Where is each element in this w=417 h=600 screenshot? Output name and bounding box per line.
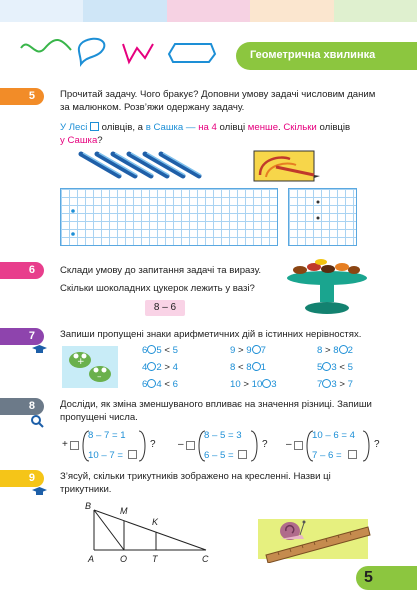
graduation-cap-icon (32, 487, 47, 497)
answer-box[interactable] (186, 441, 195, 450)
frogs-image (62, 346, 118, 388)
pencil-box-image (250, 145, 320, 185)
eq-group-3 (286, 428, 406, 464)
point-label: T (152, 554, 158, 564)
geometric-doodles (15, 34, 225, 70)
eq-group-1 (62, 428, 172, 464)
page-number: 5 (364, 569, 373, 586)
equation: 10 – 7 = (88, 450, 123, 461)
point-label: B (85, 501, 92, 511)
sign-slot[interactable] (147, 362, 156, 371)
problem-part: . (278, 122, 281, 133)
graduation-cap-icon (32, 345, 47, 355)
answer-box[interactable] (90, 122, 99, 131)
ineq-row: 8 < 8 1 (230, 362, 266, 373)
sign-slot[interactable] (322, 362, 331, 371)
point-label: O (120, 554, 128, 564)
ineq-col-3 (317, 345, 353, 391)
eq-group-2 (178, 428, 288, 464)
candy-vase-image (282, 258, 372, 318)
top-color-strip (0, 0, 417, 22)
sign-slot[interactable] (147, 379, 156, 388)
svg-text:+: + (77, 357, 85, 367)
task-6-expression: 8 – 6 (153, 302, 177, 313)
equation: 8 – 7 = 1 (88, 430, 126, 441)
ineq-row: 5 3 < 5 (317, 362, 353, 373)
problem-part: менше (247, 122, 279, 133)
minus-sign: – (286, 439, 292, 450)
equation: 8 – 5 = 3 (204, 430, 242, 441)
answer-box[interactable] (348, 450, 357, 459)
task-6-number: 6 (0, 262, 44, 279)
task-7-number: 7 (0, 328, 44, 345)
ineq-row: 8 > 8 2 (317, 345, 353, 356)
answer-box[interactable] (238, 450, 247, 459)
answer-box[interactable] (128, 450, 137, 459)
problem-part: у Сашка (60, 135, 98, 146)
problem-part: олівців, а (101, 122, 144, 133)
plus-sign: + (62, 439, 68, 450)
problem-part: ? (97, 135, 103, 146)
point-label: A (88, 554, 95, 564)
ineq-col-1 (142, 345, 178, 391)
task-6-expression-box (145, 300, 185, 316)
problem-part: У Лесі (60, 122, 88, 133)
pencils-image (75, 148, 215, 182)
snail-ruler-image (258, 505, 378, 563)
question-mark: ? (374, 439, 380, 450)
ineq-row: 10 > 10 3 (230, 379, 277, 390)
problem-part: в Сашка — (145, 122, 196, 133)
bracket-arrow (362, 428, 372, 464)
equation: 7 – 6 = (312, 450, 342, 461)
task-9-text: З’ясуй, скільки трикутників зображено на кресленні. Назви ці трикутники. (60, 471, 331, 495)
sign-slot[interactable] (322, 379, 331, 388)
sign-slot[interactable] (252, 362, 261, 371)
question-mark: ? (262, 439, 268, 450)
problem-part: на 4 (198, 122, 217, 133)
task-8-text: Досліди, як зміна зменшуваного впливає на значення різниці. Запиши пропущені числа. (60, 399, 372, 423)
grid-right-dots (288, 188, 357, 246)
ineq-col-2 (230, 345, 277, 391)
task-9-number: 9 (0, 470, 44, 487)
problem-part: олівців (319, 122, 351, 133)
sign-slot[interactable] (252, 345, 261, 354)
task-5-number: 5 (0, 88, 44, 105)
sign-slot[interactable] (339, 345, 348, 354)
grid-left-dots (60, 188, 278, 246)
sign-slot[interactable] (262, 379, 271, 388)
svg-text:–: – (97, 372, 102, 382)
problem-part: олівці (219, 122, 246, 133)
bracket-arrow (138, 428, 148, 464)
answer-box[interactable] (70, 441, 79, 450)
triangle-drawing (80, 500, 220, 564)
ineq-row: 9 > 9 7 (230, 345, 266, 356)
task-7-text: Запиши пропущені знаки арифметичних дій в істинних нерівностях. (60, 329, 362, 340)
minus-sign: – (178, 439, 184, 450)
bracket-arrow (250, 428, 260, 464)
question-mark: ? (150, 439, 156, 450)
equation: 10 – 6 = 4 (312, 430, 355, 441)
equation: 6 – 5 = (204, 450, 234, 461)
ineq-row: 7 3 > 7 (317, 379, 353, 390)
task-8-number: 8 (0, 398, 44, 415)
ineq-row: 4 2 > 4 (142, 362, 178, 373)
task-5-problem (60, 121, 380, 147)
task-6-question: Скільки шоколадних цукерок лежить у вазі? (60, 283, 255, 294)
point-label: C (202, 554, 209, 564)
answer-box[interactable] (294, 441, 303, 450)
ineq-row: 6 4 < 6 (142, 379, 178, 390)
page-title: Геометрична хвилинка (250, 49, 376, 61)
task-6-text: Склади умову до запитання задачі та виразу. (60, 265, 262, 276)
ineq-row: 6 5 < 5 (142, 345, 178, 356)
point-label: K (152, 517, 159, 527)
problem-part: Скільки (283, 122, 317, 133)
point-label: M (120, 506, 128, 516)
task-5-text: Прочитай задачу. Чого бракує? Доповни умову задачі числовим даним за малюнком. Розв’яжи одержану задачу. (60, 89, 376, 113)
magnifier-icon (30, 414, 44, 428)
sign-slot[interactable] (147, 345, 156, 354)
